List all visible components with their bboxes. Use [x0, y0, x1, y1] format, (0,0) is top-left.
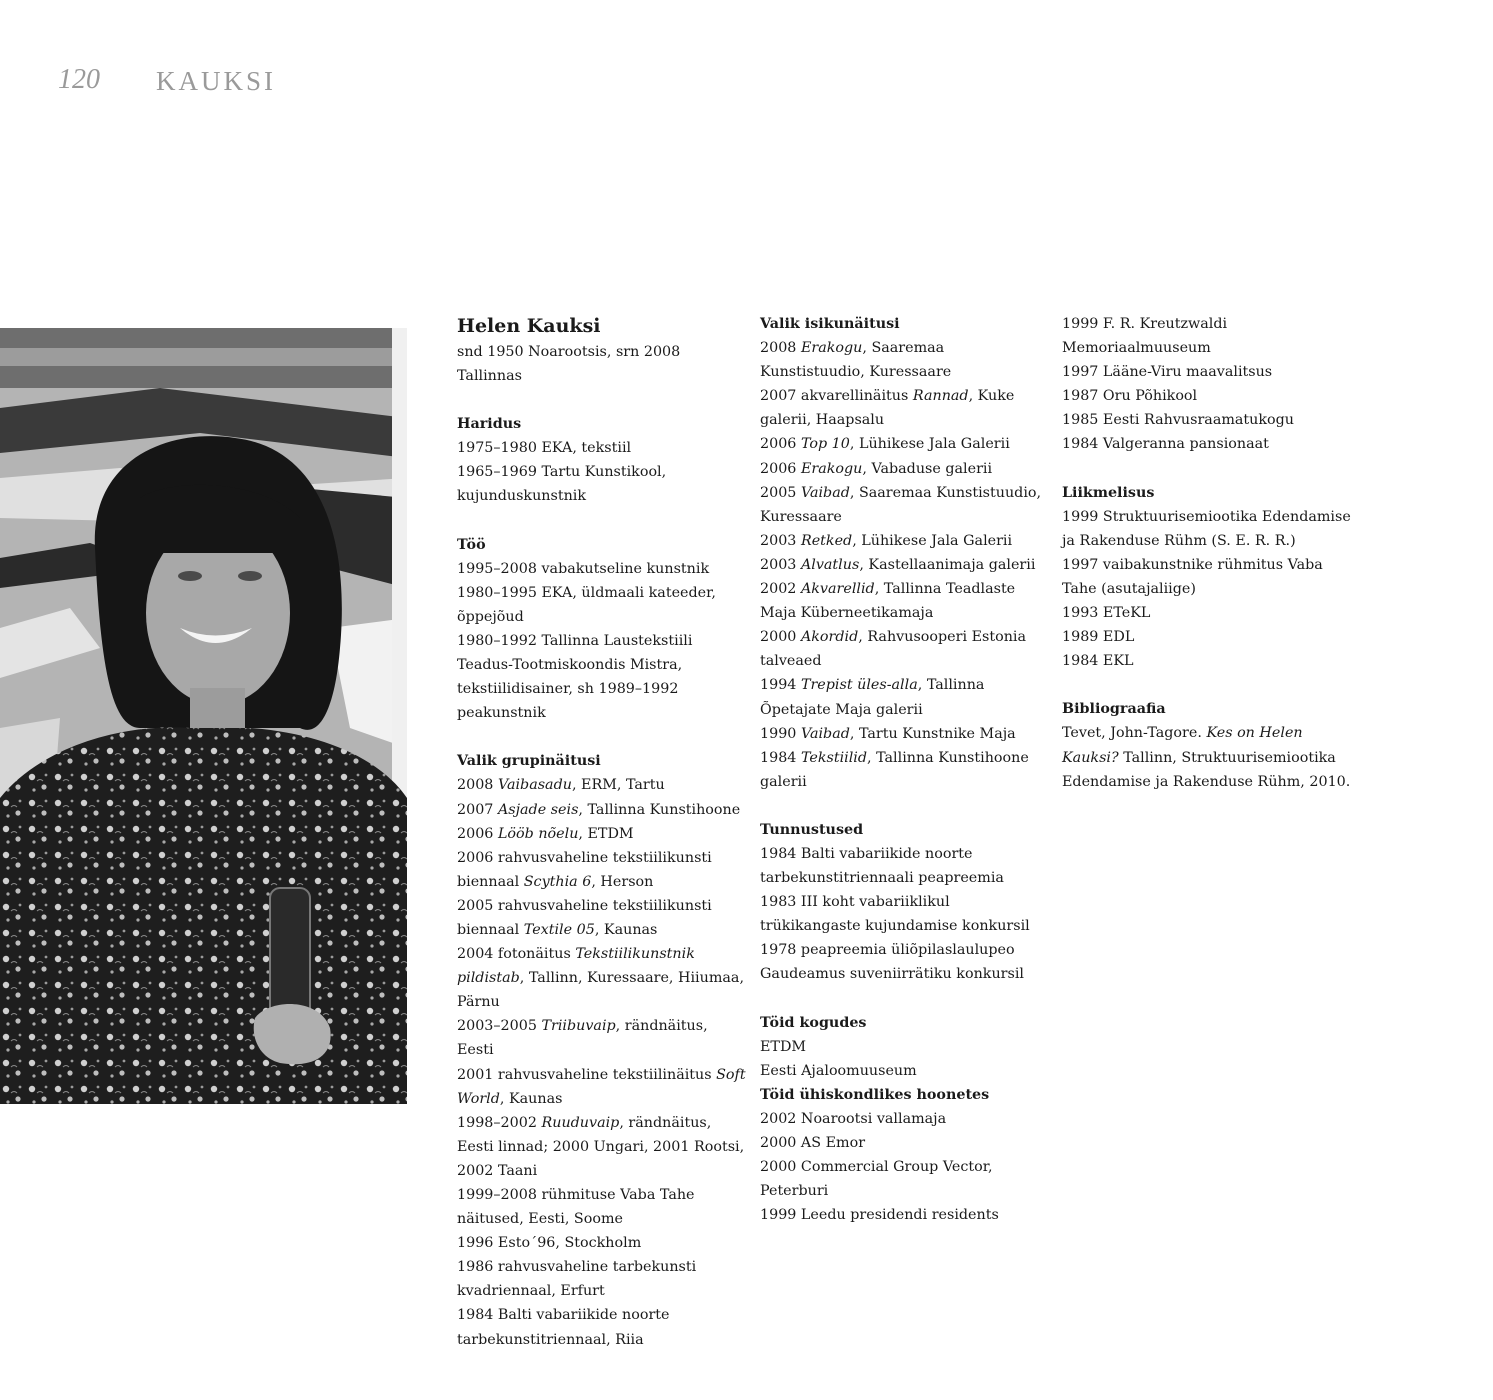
- column-3: [1062, 312, 1352, 818]
- cv-entry: 1993 ETeKL: [1062, 605, 1151, 622]
- section-heading: Bibliograafia: [1062, 701, 1166, 718]
- cv-entry: 1984 Valgeranna pansionaat: [1062, 436, 1269, 453]
- cv-section: [760, 1011, 1050, 1083]
- cv-entry: 1978 peapreemia üliõpilaslaulupeo Gaudeamus suveniirrätiku konkursil: [760, 942, 1024, 983]
- cv-entry: 2003–2005 Triibuvaip, rändnäitus, Eesti: [457, 1018, 708, 1059]
- cv-section: [1062, 697, 1352, 793]
- cv-entry: 2006 Top 10, Lühikese Jala Galerii: [760, 436, 1010, 453]
- cv-entry: 1999–2008 rühmituse Vaba Tahe näitused, Eesti, Soome: [457, 1187, 695, 1228]
- cv-section: [457, 412, 747, 508]
- cv-entry: ETDM: [760, 1038, 807, 1055]
- cv-entry: 1997 vaibakunstnike rühmitus Vaba Tahe (asutajaliige): [1062, 556, 1323, 597]
- cv-section: [760, 1083, 1050, 1228]
- cv-entry: 1984 EKL: [1062, 653, 1134, 670]
- cv-entry: 1999 F. R. Kreutzwaldi Memoriaalmuuseum: [1062, 316, 1228, 357]
- cv-entry: 1998–2002 Ruuduvaip, rändnäitus, Eesti linnad; 2000 Ungari, 2001 Rootsi, 2002 Taani: [457, 1114, 745, 1179]
- cv-entry: 2006 rahvusvaheline tekstiilikunsti biennaal Scythia 6, Herson: [457, 849, 712, 890]
- cv-entry: 1983 III koht vabariiklikul trükikangaste kujundamise konkursil: [760, 894, 1030, 935]
- cv-entry: 1990 Vaibad, Tartu Kunstnike Maja: [760, 725, 1016, 742]
- cv-entry: 1975–1980 EKA, tekstiil: [457, 440, 632, 457]
- cv-entry: 1986 rahvusvaheline tarbekunsti kvadriennaal, Erfurt: [457, 1259, 697, 1300]
- section-heading: Töö: [457, 536, 486, 553]
- cv-entry: 2000 AS Emor: [760, 1135, 866, 1151]
- section-heading: Valik isikunäitusi: [760, 316, 900, 332]
- cv-entry: 1984 Balti vabariikide noorte tarbekunstitriennaal, Riia: [457, 1307, 670, 1348]
- section-heading: Töid kogudes: [760, 1014, 867, 1031]
- cv-entry: 1965–1969 Tartu Kunstikool, kujunduskunstnik: [457, 464, 667, 505]
- cv-entry: 2001 rahvusvaheline tekstiilinäitus Soft World, Kaunas: [457, 1066, 746, 1107]
- running-title: KAUKSI: [156, 66, 277, 96]
- cv-entry: Eesti Ajaloomuuseum: [760, 1062, 917, 1079]
- cv-entry: 1984 Balti vabariikide noorte tarbekunstitriennaali peapreemia: [760, 845, 1004, 887]
- cv-entry: 1995–2008 vabakutseline kunstnik: [457, 560, 710, 577]
- cv-entry: 2000 Akordid, Rahvusooperi Estonia talveaed: [760, 629, 1026, 670]
- cv-entry: 2006 Erakogu, Vabaduse galerii: [760, 460, 993, 477]
- cv-entry: 2005 rahvusvaheline tekstiilikunsti biennaal Textile 05, Kaunas: [457, 897, 712, 938]
- page-number: 120: [58, 64, 100, 95]
- section-heading: Töid ühiskondlikes hoonetes: [760, 1086, 990, 1103]
- portrait-photo: [0, 328, 407, 1104]
- column-1: [457, 312, 747, 1376]
- section-heading: Liikmelisus: [1062, 484, 1155, 501]
- cv-entry: 2003 Alvatlus, Kastellaanimaja galerii: [760, 556, 1036, 573]
- section-heading: Haridus: [457, 416, 522, 433]
- section-heading: Tunnustused: [760, 821, 864, 838]
- cv-section: [760, 312, 1050, 794]
- person-name: Helen Kauksi: [457, 315, 601, 337]
- cv-entry: 1989 EDL: [1062, 629, 1135, 646]
- cv-entry: 1980–1995 EKA, üldmaali kateeder, õppejõud: [457, 584, 716, 625]
- cv-section: [457, 533, 747, 726]
- column-sections: [457, 412, 747, 1351]
- column-2: [760, 312, 1050, 1251]
- cv-entry: 1994 Trepist üles-alla, Tallinna Õpetajate Maja galerii: [760, 677, 985, 718]
- cv-entry: 2005 Vaibad, Saaremaa Kunstistuudio, Kuressaare: [760, 484, 1042, 525]
- cv-entry: Tevet, John-Tagore. Kes on Helen Kauksi? Tallinn, Struktuurisemiootika Edendamise ja Rakenduse Rühm, 2010.: [1062, 725, 1351, 790]
- cv-entry: 2003 Retked, Lühikese Jala Galerii: [760, 532, 1013, 549]
- cv-entry: 2008 Erakogu, Saaremaa Kunstistuudio, Kuressaare: [760, 340, 952, 381]
- cv-entry: 1980–1992 Tallinna Laustekstiili Teadus-Tootmiskoondis Mistra, tekstiilidisainer, sh 1989–1992 peakunstnik: [457, 632, 693, 722]
- cv-entry: 1999 Struktuurisemiootika Edendamise ja Rakenduse Rühm (S. E. R. R.): [1062, 508, 1351, 549]
- column-sections: [760, 312, 1050, 1227]
- cv-entry: 2000 Commercial Group Vector, Peterburi: [760, 1159, 993, 1200]
- cv-entry: 2002 Akvarellid, Tallinna Teadlaste Maja Küberneetikamaja: [760, 581, 1016, 622]
- cv-entry: 1985 Eesti Rahvusraamatukogu: [1062, 412, 1295, 429]
- cv-section: [1062, 312, 1352, 457]
- cv-entry: 1997 Lääne-Viru maavalitsus: [1062, 364, 1273, 381]
- cv-section: [760, 818, 1050, 987]
- cv-entry: 1996 Esto´96, Stockholm: [457, 1235, 642, 1252]
- cv-entry: 2007 Asjade seis, Tallinna Kunstihoone: [457, 801, 741, 818]
- cv-section: [457, 749, 747, 1351]
- cv-entry: 2007 akvarellinäitus Rannad, Kuke galerii, Haapsalu: [760, 388, 1015, 429]
- cv-entry: 2002 Noarootsi vallamaja: [760, 1110, 947, 1127]
- section-heading: Valik grupinäitusi: [457, 753, 601, 770]
- cv-section: [1062, 481, 1352, 674]
- cv-entry: 2004 fotonäitus Tekstiilikunstnik pildistab, Tallinn, Kuressaare, Hiiumaa, Pärnu: [457, 946, 744, 1011]
- cv-entry: 1999 Leedu presidendi residents: [760, 1207, 999, 1224]
- cv-entry: 2008 Vaibasadu, ERM, Tartu: [457, 777, 665, 794]
- cv-entry: 1984 Tekstiilid, Tallinna Kunstihoone galerii: [760, 749, 1029, 790]
- person-intro: snd 1950 Noarootsis, srn 2008 Tallinnas: [457, 344, 681, 385]
- column-sections: [1062, 312, 1352, 794]
- cv-entry: 1987 Oru Põhikool: [1062, 388, 1198, 405]
- cv-entry: 2006 Lööb nõelu, ETDM: [457, 825, 634, 842]
